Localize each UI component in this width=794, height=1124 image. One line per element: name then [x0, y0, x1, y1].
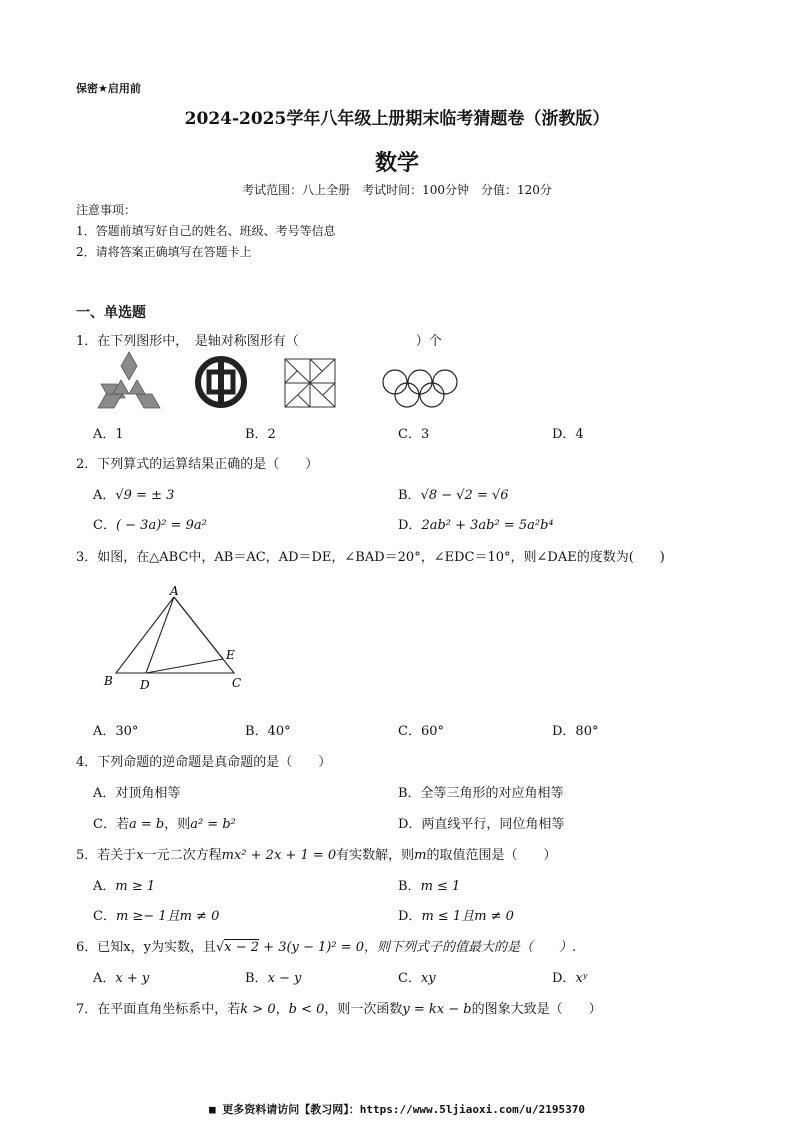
q3-option-d: D．80° [552, 724, 599, 739]
note-item-2: 2．请将答案正确填写在答题卡上 [76, 245, 252, 259]
q2-expr-b: √8 − √2 = √6 [420, 488, 509, 503]
question-2 [76, 453, 318, 472]
q2-option-c: C．( − 3a)² = 9a² [93, 518, 207, 533]
question-number: 7． [76, 1002, 98, 1017]
q4-option-b: B．全等三角形的对应角相等 [398, 786, 564, 801]
q5-option-b: B．m ≤ 1 [398, 879, 461, 894]
sqrt-radicand: x − 2 [224, 940, 260, 955]
pinwheel-figure [284, 358, 336, 408]
q6-option-b: B．x − y [245, 971, 302, 986]
q3-option-c: C．60° [398, 724, 444, 739]
question-number: 3． [76, 550, 98, 565]
sqrt-sign: √ [215, 940, 225, 955]
q2-option-a: A．√9 = ± 3 [93, 488, 175, 503]
question-3 [76, 546, 665, 565]
q4-option-c: C．若a = b，则a² = b² [93, 817, 236, 832]
bank-logo-figure [195, 356, 247, 408]
confidential-label: 保密★启用前 [76, 82, 141, 95]
q6-option-a: A．x + y [93, 971, 150, 986]
vertex-label-d: D [140, 678, 150, 692]
q3-option-a: A．30° [93, 724, 139, 739]
q5-option-c: C．m ≥− 1且m ≠ 0 [93, 909, 220, 924]
triangle-figure [102, 585, 252, 695]
q2-expr-d: 2ab² + 3ab² = 5a²b⁴ [421, 518, 554, 533]
footer-link[interactable]: ■ 更多资料请访问【教习网】：https://www.5ljiaoxi.com/u/2195370 [209, 1103, 585, 1116]
q4-option-d: D．两直线平行，同位角相等 [398, 817, 565, 832]
question-text: 下列命题的逆命题是真命题的是（ ） [97, 755, 332, 770]
q1-option-d: D．4 [552, 427, 584, 442]
q4-option-a: A．对顶角相等 [93, 786, 181, 801]
question-number: 1． [76, 334, 98, 349]
vertex-label-b: B [104, 674, 113, 688]
q1-option-c: C．3 [398, 427, 430, 442]
q5-option-d: D．m ≤ 1且m ≠ 0 [398, 909, 514, 924]
q2-option-d: D．2ab² + 3ab² = 5a²b⁴ [398, 518, 554, 533]
notes-heading: 注意事项： [76, 203, 137, 217]
olympic-rings-figure [381, 368, 459, 410]
q2-expr-a: √9 = ± 3 [115, 488, 175, 503]
q1-option-a: A．1 [93, 427, 124, 442]
mitsubishi-figure [98, 352, 160, 408]
question-number: 4． [76, 755, 98, 770]
question-6: 6．已知x，y为实数，且√x − 2 + 3(y − 1)² = 0，则下列式子的值最大的是（ ）. [76, 940, 577, 955]
question-number: 5． [76, 848, 98, 863]
q1-option-b: B．2 [245, 427, 276, 442]
question-text: 在下列图形中， 是轴对称图形有（ ）个 [97, 334, 442, 349]
question-text: 下列算式的运算结果正确的是（ ） [97, 457, 319, 472]
question-5: 5．若关于x一元二次方程mx² + 2x + 1 = 0有实数解，则m的取值范围是（ ） [76, 848, 557, 863]
question-text: 如图，在△ABC中，AB＝AC，AD＝DE，∠BAD＝20°，∠EDC＝10°，则∠DAE的度数为( ) [97, 550, 665, 565]
question-7: 7．在平面直角坐标系中，若k > 0，b < 0，则一次函数y = kx − b的图象大致是（ ） [76, 1002, 602, 1017]
vertex-label-e: E [226, 648, 235, 662]
subject-title: 数学 [374, 151, 419, 176]
note-item-1: 1．答题前填写好自己的姓名、班级、考号等信息 [76, 224, 336, 238]
q6-option-d: D．xʸ [552, 971, 588, 986]
exam-info: 考试范围：八上全册 考试时间：100分钟 分值：120分 [242, 183, 552, 197]
exam-title: 2024-2025学年八年级上册期末临考猜题卷（浙教版） [184, 109, 610, 129]
vertex-label-c: C [232, 676, 242, 690]
question-number: 6． [76, 940, 98, 955]
q2-option-b: B．√8 − √2 = √6 [398, 488, 509, 503]
vertex-label-a: A [170, 584, 179, 598]
q2-expr-c: ( − 3a)² = 9a² [115, 518, 207, 533]
question-number: 2． [76, 457, 98, 472]
q3-option-b: B．40° [245, 724, 291, 739]
question-4 [76, 751, 331, 770]
section-title: 一、单选题 [76, 305, 146, 321]
question-1 [76, 330, 442, 349]
q6-option-c: C．xy [398, 971, 436, 986]
q5-option-a: A．m ≥ 1 [93, 879, 156, 894]
